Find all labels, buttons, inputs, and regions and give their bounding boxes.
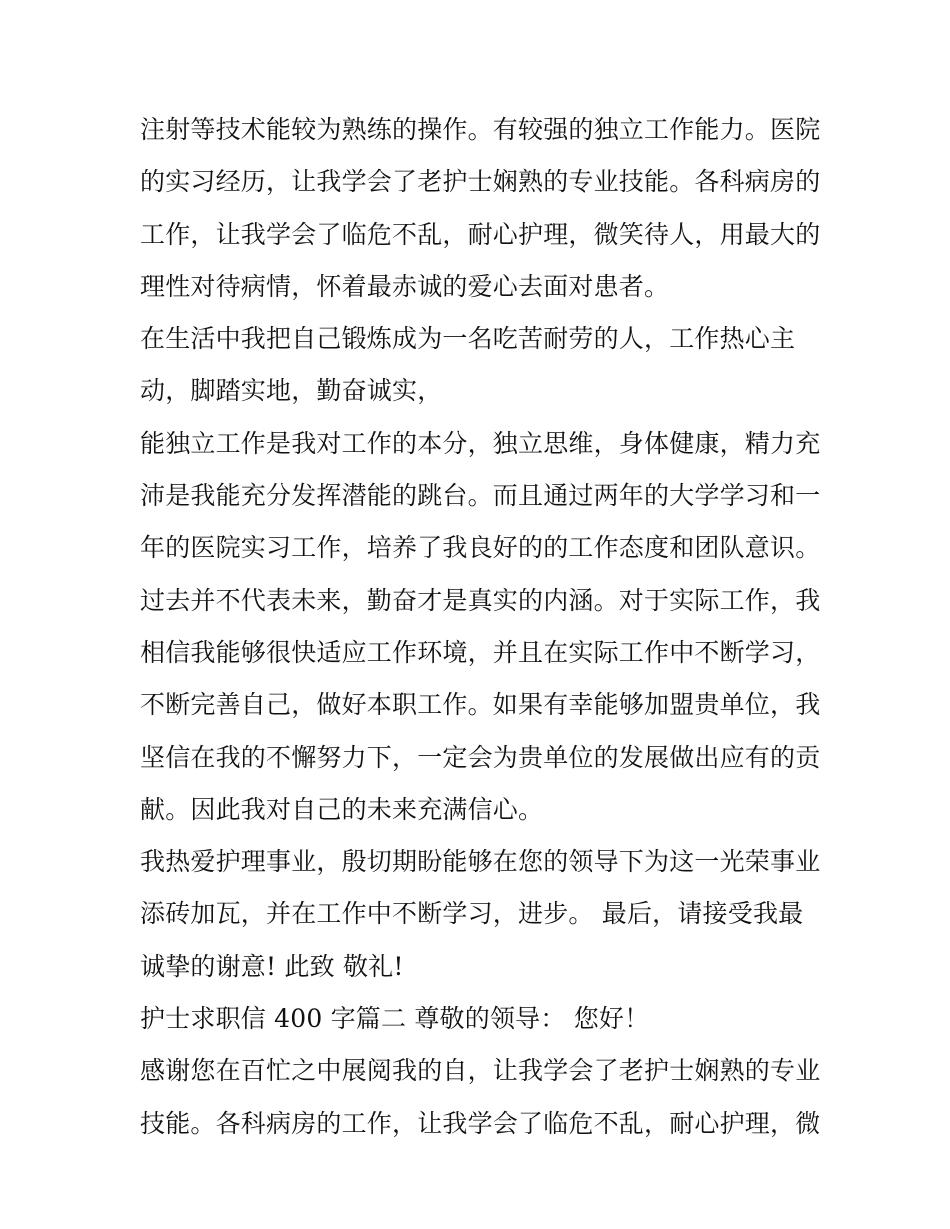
text-line: 不断完善自己，做好本职工作。如果有幸能够加盟贵单位，我 bbox=[140, 690, 821, 720]
text-line: 理性对待病情，怀着最赤诚的爱心去面对患者。 bbox=[140, 271, 670, 301]
text-line: 献。因此我对自己的未来充满信心。 bbox=[140, 794, 544, 824]
text-line: 感谢您在百忙之中展阅我的自，让我学会了老护士娴熟的专业 bbox=[140, 1056, 821, 1086]
text-line: 添砖加瓦，并在工作中不断学习，进步。 最后，请接受我最 bbox=[140, 899, 804, 929]
document-body bbox=[140, 108, 821, 1154]
text-line: 沛是我能充分发挥潜能的跳台。而且通过两年的大学学习和一 bbox=[140, 481, 821, 511]
text-line: 注射等技术能较为熟练的操作。有较强的独立工作能力。医院 bbox=[140, 115, 821, 144]
text-line: 在生活中我把自己锻炼成为一名吃苦耐劳的人，工作热心主 bbox=[140, 324, 796, 354]
text-line: 过去并不代表未来，勤奋才是真实的内涵。对于实际工作，我 bbox=[140, 585, 821, 615]
text-line: 诚挚的谢意! 此致 敬礼! bbox=[140, 951, 404, 981]
text-line: 我热爱护理事业，殷切期盼能够在您的领导下为这一光荣事业 bbox=[140, 847, 821, 877]
text-line: 的实习经历，让我学会了老护士娴熟的专业技能。各科病房的 bbox=[140, 167, 821, 197]
text-line: 技能。各科病房的工作，让我学会了临危不乱，耐心护理，微 bbox=[140, 1108, 821, 1138]
text-line: 动，脚踏实地，勤奋诚实， bbox=[140, 376, 443, 406]
text-line: 坚信在我的不懈努力下，一定会为贵单位的发展做出应有的贡 bbox=[140, 742, 821, 772]
text-line: 年的医院实习工作，培养了我良好的的工作态度和团队意识。 bbox=[140, 533, 821, 563]
text-line: 能独立工作是我对工作的本分，独立思维，身体健康，精力充 bbox=[140, 428, 821, 458]
text-line: 工作，让我学会了临危不乱，耐心护理，微笑待人，用最大的 bbox=[140, 219, 821, 249]
text-line: 相信我能够很快适应工作环境，并且在实际工作中不断学习， bbox=[140, 637, 821, 667]
section-heading: 护士求职信 400 字篇二 尊敬的领导： 您好！ bbox=[140, 1004, 650, 1034]
